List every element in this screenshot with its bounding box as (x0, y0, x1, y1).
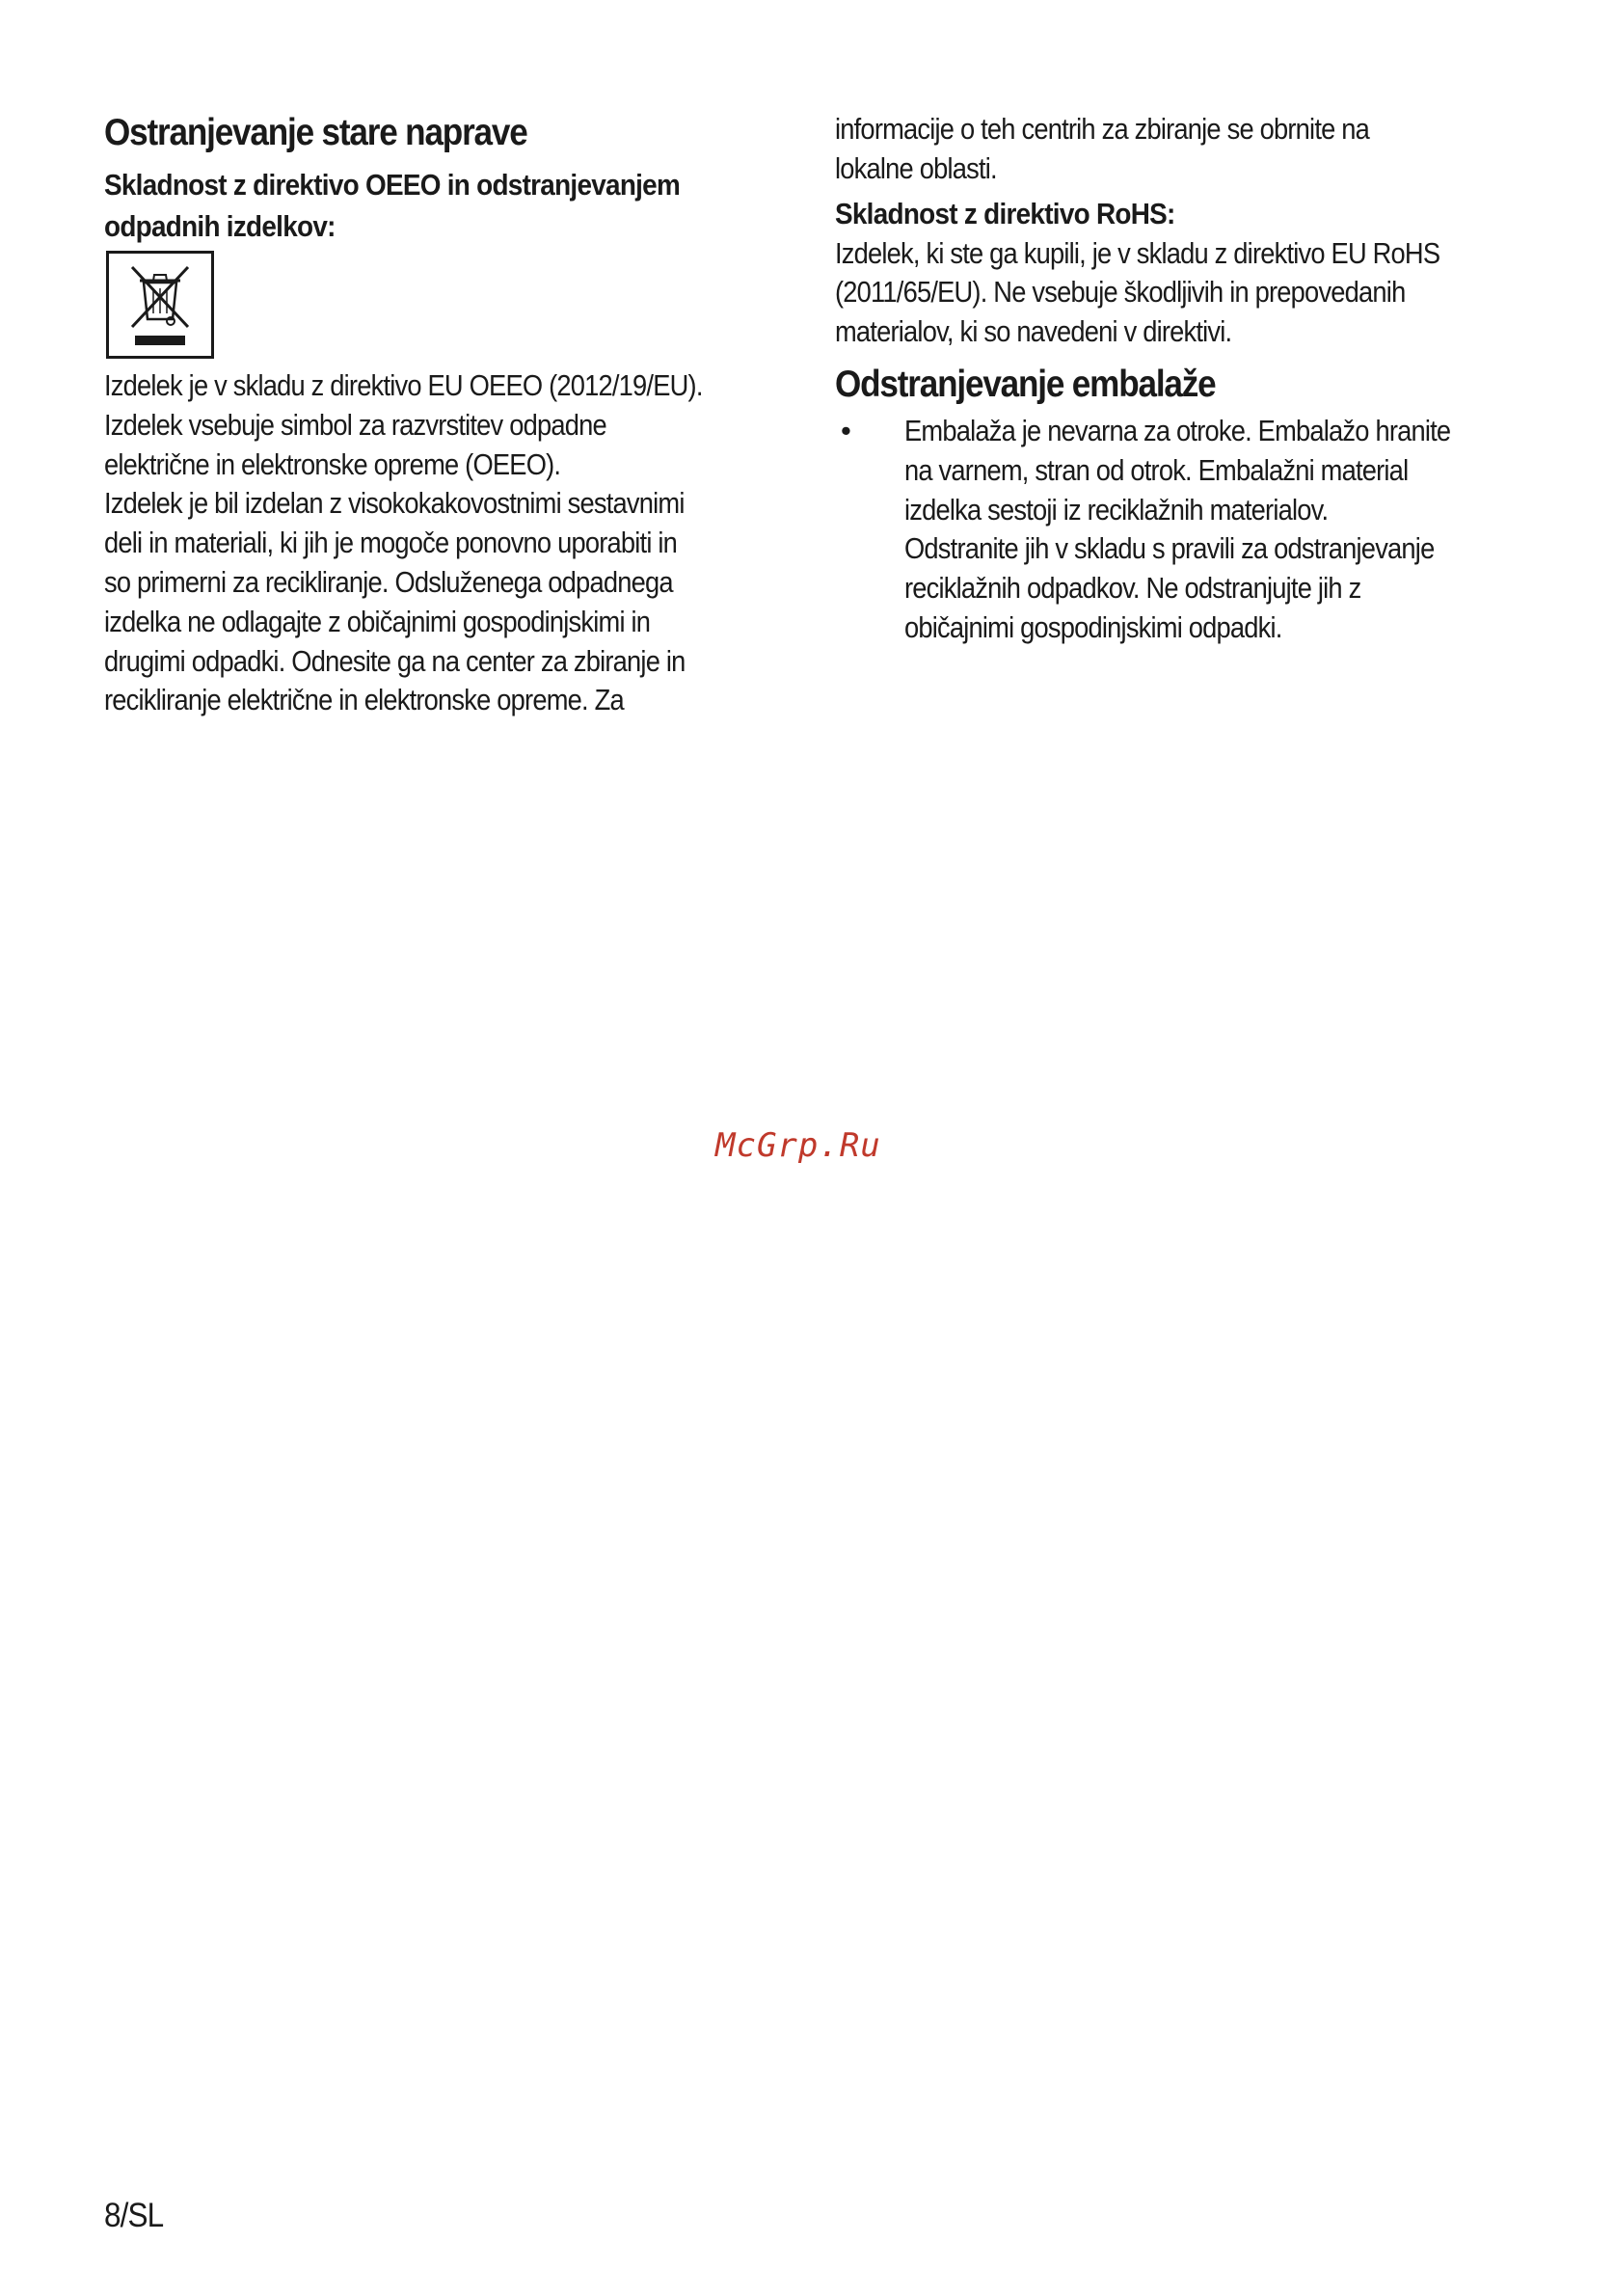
body-line: recikliranje električne in elektronske opreme. Za (104, 683, 624, 717)
body-line: deli in materiali, ki jih je mogoče ponovno uporabiti in (104, 526, 678, 560)
body-line: Izdelek vsebuje simbol za razvrstitev odpadne (104, 407, 606, 442)
body-line: na varnem, stran od otrok. Embalažni material (904, 452, 1409, 487)
body-line: Embalaža je nevarna za otroke. Embalažo hranite (904, 413, 1451, 447)
page-number: 8/SL (104, 2197, 164, 2234)
body-line: Izdelek, ki ste ga kupili, je v skladu z direktivo EU RoHS (835, 235, 1440, 270)
left-column (104, 110, 769, 720)
body-line: informacije o teh centrih za zbiranje se obrnite na (835, 112, 1370, 146)
right-column (835, 110, 1523, 648)
body-line: reciklažnih odpadkov. Ne odstranjujte jih z (904, 571, 1361, 606)
rohs-body-text (835, 234, 1496, 352)
packaging-heading: Odstranjevanje embalaže (835, 363, 1216, 405)
body-line: Odstranite jih v skladu s pravili za odstranjevanje (904, 531, 1435, 566)
crossed-out-wheelie-bin-icon (106, 251, 214, 359)
packaging-bullet-list (835, 412, 1523, 648)
weee-body-text (104, 366, 766, 720)
rohs-heading: Skladnost z direktivo RoHS: (835, 196, 1175, 230)
body-line: električne in elektronske opreme (OEEO). (104, 446, 561, 481)
continued-body-text (835, 110, 1496, 189)
body-line: so primerni za recikliranje. Odsluženega odpadnega (104, 564, 673, 599)
body-line: običajnimi gospodinjskimi odpadki. (904, 609, 1282, 644)
body-line: (2011/65/EU). Ne vsebuje škodljivih in prepovedanih (835, 275, 1406, 310)
body-line: materialov, ki so navedeni v direktivi. (835, 314, 1232, 349)
subheading-line: odpadnih izdelkov: (104, 209, 336, 243)
subheading-line: Skladnost z direktivo OEEO in odstranjevanjem (104, 168, 681, 202)
body-line: lokalne oblasti. (835, 150, 997, 185)
body-line: drugimi odpadki. Odnesite ga na center za zbiranje in (104, 643, 686, 678)
section-heading-disposal: Ostranjevanje stare naprave (104, 112, 527, 153)
watermark: McGrp.Ru (715, 1126, 881, 1165)
body-line: Izdelek je bil izdelan z visokokakovostnimi sestavnimi (104, 486, 685, 521)
weee-compliance-subheading (104, 164, 703, 247)
body-line: izdelka ne odlagajte z običajnimi gospodinjskimi in (104, 604, 651, 638)
packaging-body-text (904, 412, 1498, 648)
body-line: izdelka sestoji iz reciklažnih materialov. (904, 492, 1329, 527)
bullet-icon: • (841, 413, 851, 447)
body-line: Izdelek je v skladu z direktivo EU OEEO (2012/19/EU). (104, 368, 703, 402)
list-item (835, 412, 1523, 648)
